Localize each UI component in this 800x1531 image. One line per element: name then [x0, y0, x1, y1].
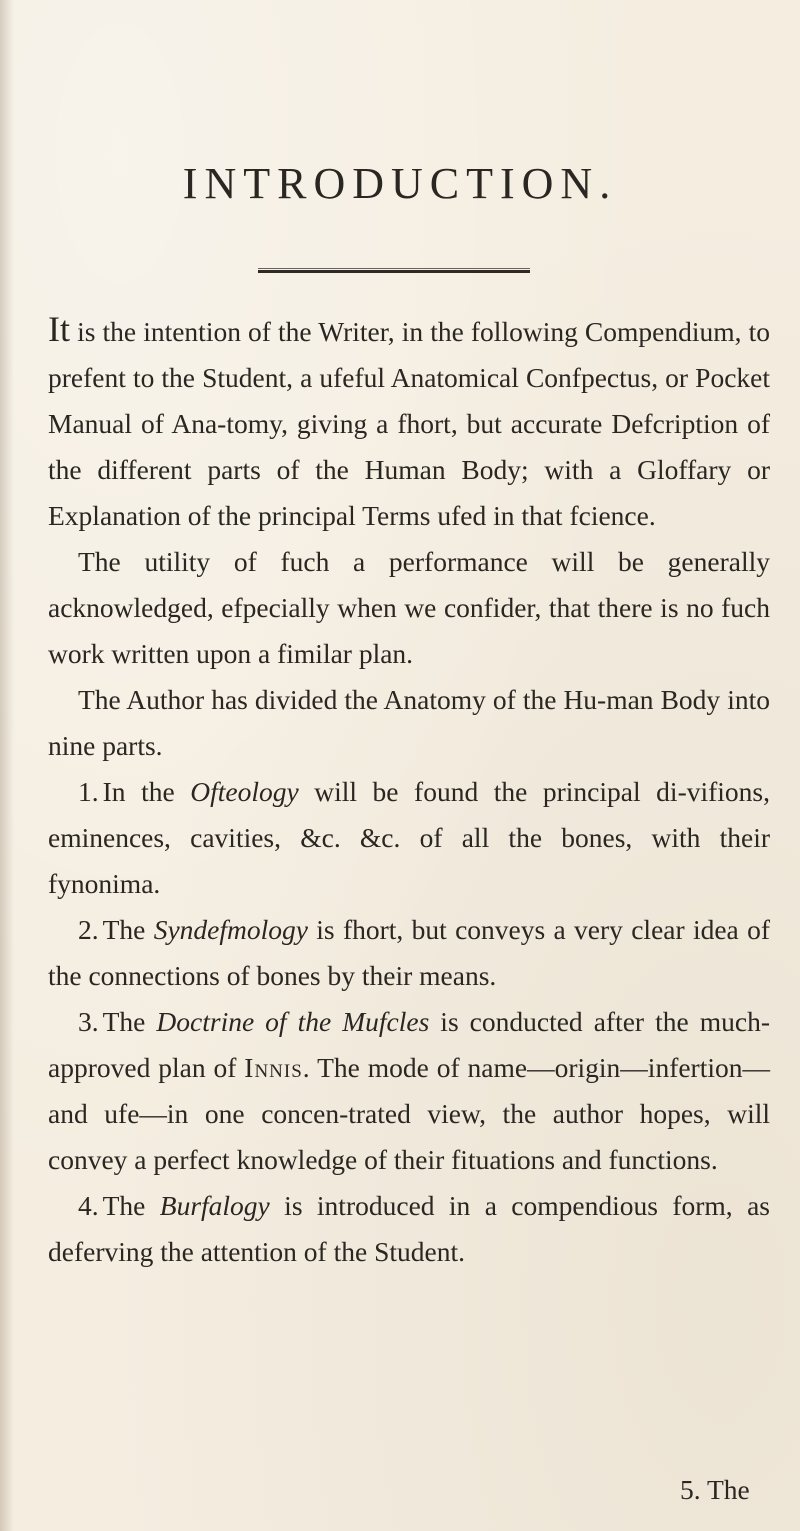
intro-text: is the intention of the Writer, in the following Compendium, to prefent to the Student, a ufeful Anatomical Confpectus, or Pocket Manual of Ana-tomy, giving a fhort, but accurate Defcription of the different parts of the Human Body; with a Gloffary or Explanation of the principal Terms ufed in that fcience. — [48, 316, 770, 531]
item-term: Syndefmology — [153, 914, 308, 945]
page-binding-shadow — [0, 0, 14, 1531]
item-text: is introduced in a compendious form, as deferving the attention of the Student. — [48, 1190, 770, 1267]
list-item — [48, 907, 770, 999]
item-text: is fhort, but conveys a very clear idea of the connections of bones by their means. — [48, 914, 770, 991]
item-pre: The — [102, 914, 154, 945]
catchword: 5. The — [680, 1474, 750, 1505]
list-item — [48, 769, 770, 907]
author-name: Innis — [244, 1052, 303, 1083]
division-paragraph: The Author has divided the Anatomy of the Hu-man Body into nine parts. — [48, 684, 770, 761]
heading-rule-thin — [258, 268, 530, 269]
item-number: 1. — [78, 776, 99, 807]
body-text — [48, 306, 770, 1275]
item-pre: In the — [102, 776, 191, 807]
item-text: will be found the principal di-vifions, eminences, cavities, &c. &c. of all the bones, with their fynonima. — [48, 776, 770, 899]
item-text-mid: is conducted after the much-approved plan of — [48, 1006, 770, 1083]
page-heading: INTRODUCTION. — [182, 159, 618, 208]
heading-rule — [258, 270, 530, 273]
intro-paragraph — [48, 306, 770, 539]
item-number: 2. — [78, 914, 99, 945]
utility-paragraph: The utility of fuch a performance will be generally acknowledged, efpecially when we confider, that there is no fuch work written upon a fimilar plan. — [48, 546, 770, 669]
list-item — [48, 1183, 770, 1275]
item-term: Burfalogy — [159, 1190, 270, 1221]
item-number: 3. — [78, 1006, 99, 1037]
item-term: Ofteology — [190, 776, 299, 807]
item-term: Doctrine of the Mufcles — [156, 1006, 430, 1037]
item-text: . The mode of name—origin—infertion—and ufe—in one concen-trated view, the author hopes, will convey a perfect knowledge of their fituations and functions. — [48, 1052, 770, 1175]
dropcap-word: It — [48, 309, 70, 349]
item-pre: The — [102, 1006, 157, 1037]
item-pre: The — [102, 1190, 160, 1221]
list-item — [48, 999, 770, 1183]
item-number: 4. — [78, 1190, 99, 1221]
